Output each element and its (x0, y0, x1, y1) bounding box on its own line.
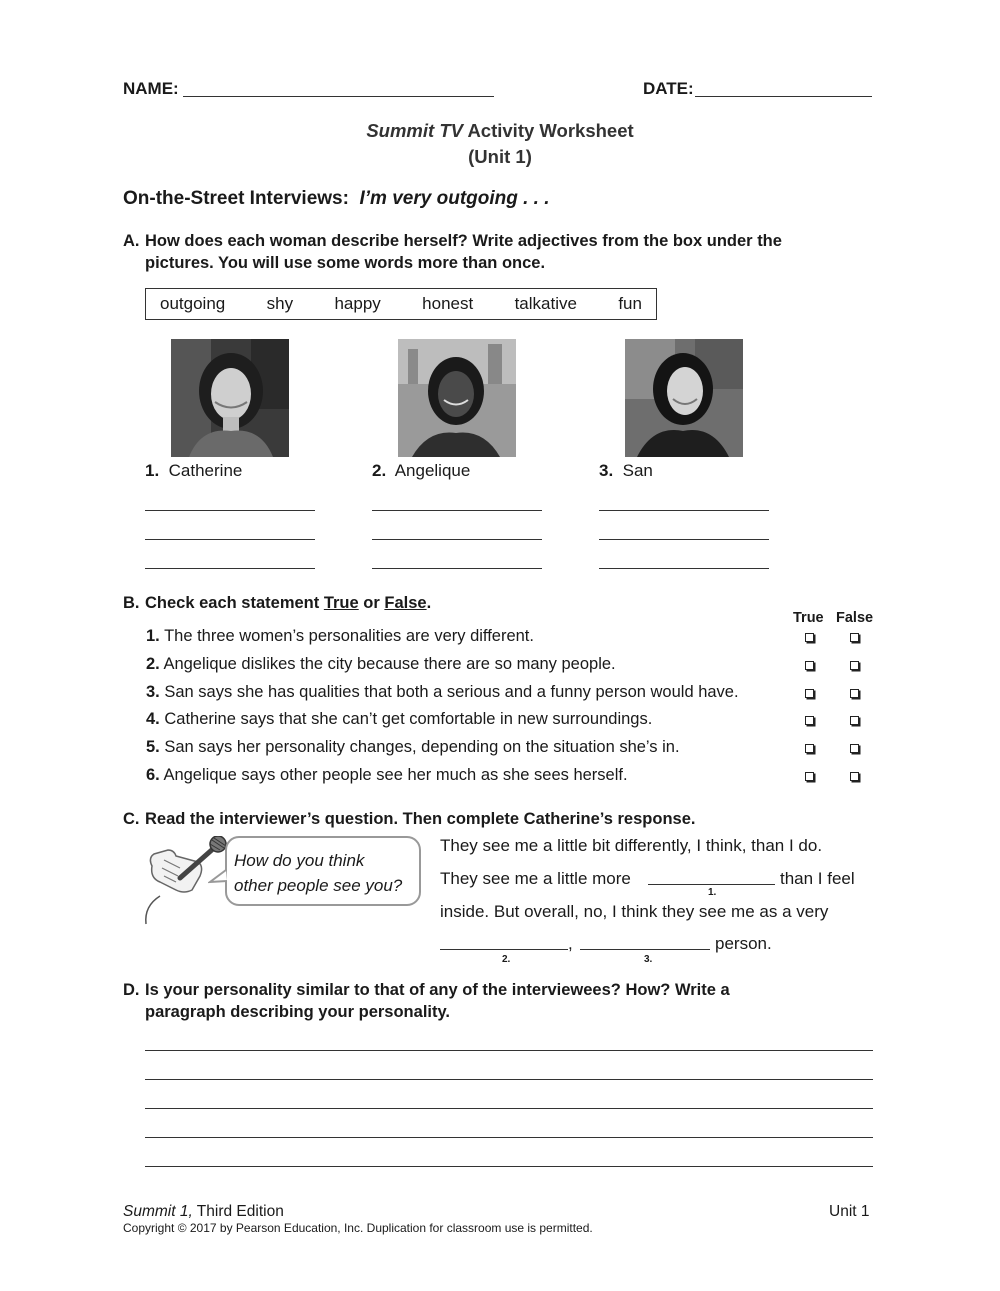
true-checkbox[interactable] (805, 661, 814, 670)
blank-2[interactable] (440, 949, 568, 950)
blank-1[interactable] (648, 884, 775, 885)
person-label: 2. Angelique (372, 461, 471, 480)
answer-line[interactable] (599, 510, 769, 511)
section-b-instruction: Check each statement True or False. (145, 594, 432, 612)
word-box-item: outgoing (160, 294, 226, 313)
paragraph-line[interactable] (145, 1050, 873, 1051)
response-line2: They see me a little more (440, 869, 631, 888)
word-box-item: honest (422, 294, 474, 313)
footer-copyright: Copyright © 2017 by Pearson Education, Inc. Duplication for classroom use is permitted. (123, 1221, 593, 1235)
heading-italic: I’m very outgoing . . . (359, 188, 550, 209)
false-column-header: False (836, 610, 874, 626)
answer-line[interactable] (372, 539, 542, 540)
true-checkbox[interactable] (805, 716, 814, 725)
worksheet-unit: (Unit 1) (468, 146, 532, 167)
word-box-item: talkative (514, 294, 577, 313)
response-line4-end: person. (715, 934, 772, 953)
interviewer-question: How do you think other people see you? (234, 851, 403, 895)
photo-san (625, 339, 743, 457)
blank-number: 1. (708, 887, 717, 898)
false-checkbox[interactable] (850, 772, 859, 781)
blank-number: 2. (502, 954, 511, 965)
statement: 2. Angelique dislikes the city because there are so many people. (146, 655, 616, 673)
blank-3[interactable] (580, 949, 710, 950)
person-label: 1. Catherine (145, 461, 243, 480)
name-label: NAME: (123, 79, 179, 98)
statement: 3. San says she has qualities that both a serious and a funny person would have. (146, 683, 739, 701)
answer-line[interactable] (145, 510, 315, 511)
true-checkbox[interactable] (805, 633, 814, 642)
response-comma: , (568, 934, 573, 953)
section-a-line1: How does each woman describe herself? Write adjectives from the box under the (145, 232, 782, 250)
word-box-item: fun (618, 294, 642, 313)
response-line1: They see me a little bit differently, I think, than I do. (440, 836, 823, 855)
section-d-line2: paragraph describing your personality. (145, 1003, 451, 1021)
paragraph-line[interactable] (145, 1166, 873, 1167)
word-box-item: shy (266, 294, 294, 313)
photo-catherine (171, 339, 289, 457)
photo-angelique (398, 339, 516, 457)
paragraph-line[interactable] (145, 1108, 873, 1109)
statement: 4. Catherine says that she can’t get comfortable in new surroundings. (146, 710, 653, 728)
section-c-instruction: Read the interviewer’s question. Then complete Catherine’s response. (145, 810, 696, 828)
title-italic: Summit TV (366, 120, 463, 141)
section-d-letter: D. (123, 981, 140, 999)
response-line2-end: than I feel (780, 869, 855, 888)
paragraph-line[interactable] (145, 1137, 873, 1138)
false-checkbox[interactable] (850, 744, 859, 753)
footer-unit: Unit 1 (829, 1203, 870, 1220)
response-line3: inside. But overall, no, I think they see me as a very (440, 902, 829, 921)
false-checkbox[interactable] (850, 716, 859, 725)
true-checkbox[interactable] (805, 772, 814, 781)
answer-line[interactable] (145, 539, 315, 540)
date-label: DATE: (643, 79, 694, 98)
statement: 1. The three women’s personalities are very different. (146, 627, 534, 645)
false-checkbox[interactable] (850, 633, 859, 642)
blank-number: 3. (644, 954, 653, 965)
section-a-letter: A. (123, 232, 140, 250)
word-box-item: happy (334, 294, 381, 313)
section-a-line2: pictures. You will use some words more than once. (145, 254, 546, 272)
section-d-line1: Is your personality similar to that of any of the interviewees? How? Write a (145, 981, 730, 999)
name-field[interactable] (183, 96, 494, 97)
answer-line[interactable] (599, 539, 769, 540)
paragraph-line[interactable] (145, 1079, 873, 1080)
answer-line[interactable] (372, 510, 542, 511)
date-field[interactable] (695, 96, 872, 97)
person-label: 3. San (599, 461, 653, 480)
speech-bubble-tail (208, 868, 230, 888)
section-b-letter: B. (123, 594, 140, 612)
true-checkbox[interactable] (805, 744, 814, 753)
statement: 6. Angelique says other people see her much as she sees herself. (146, 766, 628, 784)
worksheet-title (0, 120, 1000, 142)
section-heading (123, 188, 550, 210)
false-checkbox[interactable] (850, 689, 859, 698)
true-checkbox[interactable] (805, 689, 814, 698)
answer-line[interactable] (599, 568, 769, 569)
answer-line[interactable] (372, 568, 542, 569)
heading-bold: On-the-Street Interviews: (123, 188, 349, 209)
true-column-header: True (793, 610, 824, 626)
word-box (145, 288, 657, 320)
false-checkbox[interactable] (850, 661, 859, 670)
answer-line[interactable] (145, 568, 315, 569)
section-c-letter: C. (123, 810, 140, 828)
title-rest: Activity Worksheet (467, 120, 634, 141)
footer-book: Summit 1, Third Edition (123, 1203, 284, 1220)
statement: 5. San says her personality changes, depending on the situation she’s in. (146, 738, 680, 756)
